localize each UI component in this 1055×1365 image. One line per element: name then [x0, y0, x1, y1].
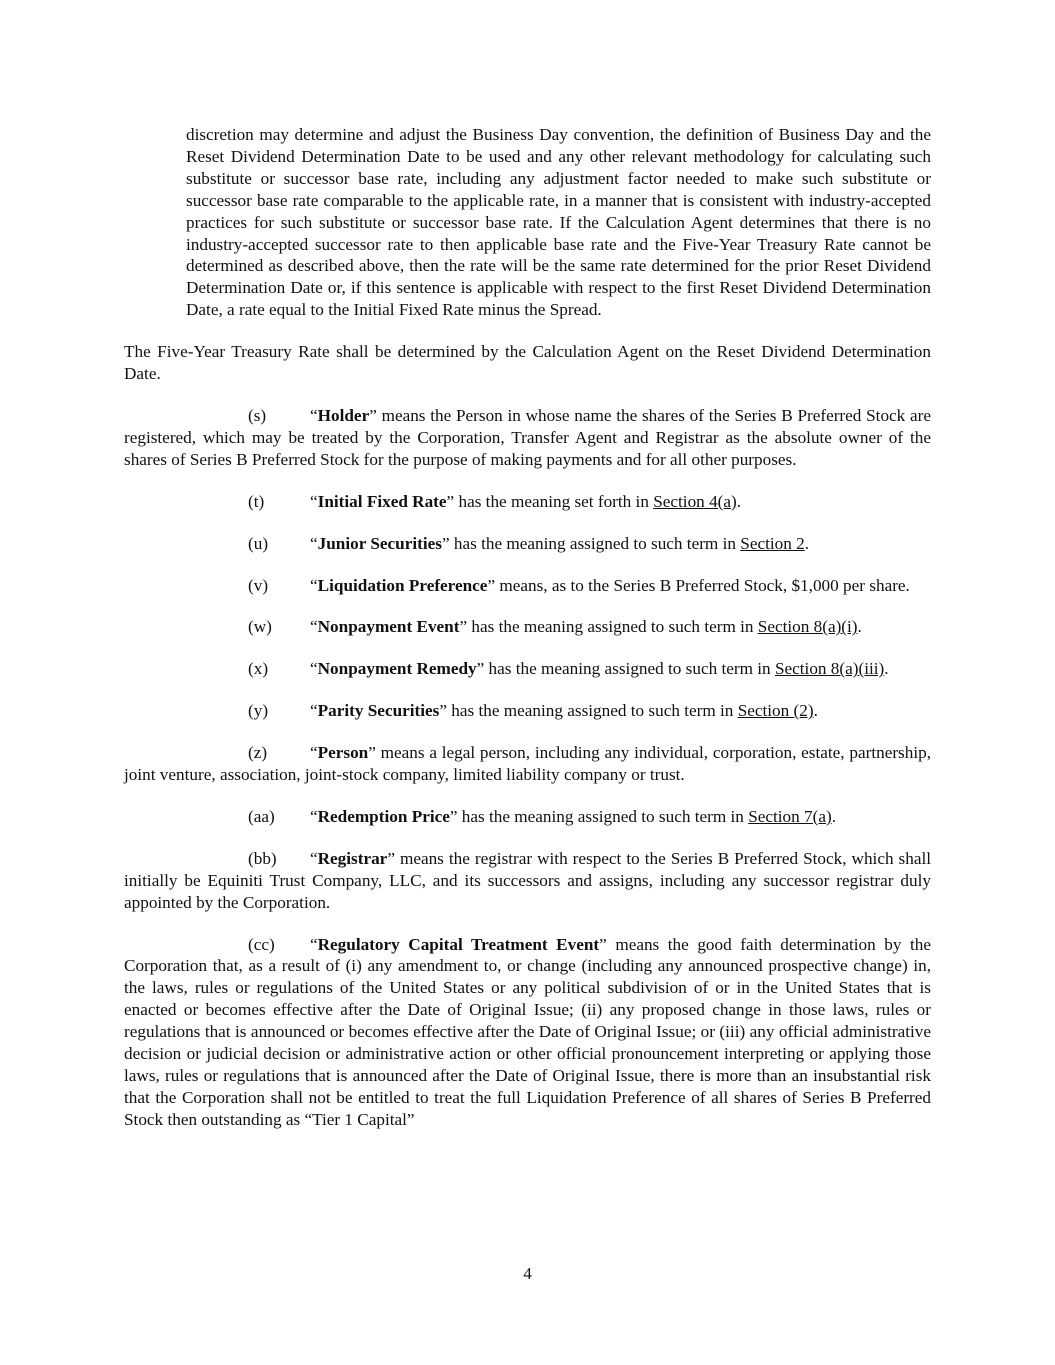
- definition-text: ” has the meaning assigned to such term in: [449, 806, 749, 826]
- definition-end: .: [736, 491, 742, 511]
- definition-liquidation-preference: [124, 575, 931, 597]
- defined-term: Regulatory Capital Treatment Event: [317, 934, 600, 954]
- definition-parity-securities: [124, 700, 931, 722]
- defined-term: Holder: [317, 405, 370, 425]
- open-quote: “: [310, 575, 318, 595]
- section-reference: Section 8(a)(iii): [774, 659, 885, 679]
- definition-end: .: [831, 806, 837, 826]
- definition-nonpayment-event: [124, 616, 931, 638]
- definition-label: (bb): [248, 848, 277, 868]
- definition-label: (cc): [248, 934, 275, 954]
- definition-registrar: [124, 848, 931, 914]
- definition-label: (w): [248, 617, 272, 637]
- definition-end: .: [884, 659, 889, 679]
- definition-label: (x): [248, 659, 269, 679]
- open-quote: “: [310, 491, 318, 511]
- defined-term: Junior Securities: [317, 533, 442, 553]
- definition-label: (s): [248, 405, 267, 425]
- open-quote: “: [310, 533, 318, 553]
- definition-end: .: [813, 701, 818, 721]
- defined-term: Registrar: [317, 848, 388, 868]
- definition-holder: [124, 405, 931, 471]
- defined-term: Initial Fixed Rate: [317, 491, 447, 511]
- defined-term: Parity Securities: [317, 701, 440, 721]
- definition-regulatory-capital-treatment-event: [124, 934, 931, 1131]
- page-number: 4: [523, 1264, 532, 1283]
- continuation-paragraph: discretion may determine and adjust the Business Day convention, the definition of Business Day and the Reset Dividend Determination Date to be used and any other relevant methodology for calculating such substitute or successor base rate, including any adjustment factor needed to make such substitute or successor base rate comparable to the applicable rate, in a manner that is consistent with industry-accepted practices for such substitute or successor base rate. If the Calculation Agent determines that there is no industry-accepted successor rate to then applicable base rate and the Five-Year Treasury Rate cannot be determined as described above, then the rate will be the same rate determined for the prior Reset Dividend Determination Date or, if this sentence is applicable with respect to the first Reset Dividend Determination Date, a rate equal to the Initial Fixed Rate minus the Spread.: [186, 125, 931, 320]
- document-page: [124, 124, 931, 1131]
- definition-text: ” has the meaning assigned to such term in: [476, 659, 775, 679]
- section-reference: Section 7(a): [748, 806, 832, 826]
- definition-label: (v): [248, 575, 269, 595]
- definition-label: (y): [248, 701, 269, 721]
- treasury-rate-paragraph: The Five-Year Treasury Rate shall be determined by the Calculation Agent on the Reset Dividend Determination Date.: [124, 342, 931, 384]
- section-reference: Section 2: [740, 533, 805, 553]
- open-quote: “: [310, 617, 318, 637]
- defined-term: Redemption Price: [317, 806, 450, 826]
- definition-end: .: [804, 533, 810, 553]
- open-quote: “: [310, 405, 318, 425]
- defined-term: Person: [317, 743, 369, 763]
- definition-label: (aa): [248, 806, 275, 826]
- open-quote: “: [310, 743, 318, 763]
- definition-text: ” means the registrar with respect to the Series B Preferred Stock, which shall initially be Equiniti Trust Company, LLC, and its successors and assigns, including any successor registrar duly appointed by the Corporation.: [124, 848, 931, 912]
- definition-initial-fixed-rate: [124, 491, 931, 513]
- definition-nonpayment-remedy: [124, 658, 931, 680]
- definition-redemption-price: [124, 806, 931, 828]
- defined-term: Liquidation Preference: [317, 575, 488, 595]
- open-quote: “: [310, 701, 318, 721]
- open-quote: “: [310, 659, 318, 679]
- definition-text: ” means, as to the Series B Preferred Stock, $1,000 per share.: [487, 575, 910, 595]
- definition-text: ” has the meaning assigned to such term in: [439, 701, 738, 721]
- definition-person: [124, 742, 931, 786]
- definition-text: ” has the meaning assigned to such term in: [441, 533, 741, 553]
- section-reference: Section 8(a)(i): [757, 617, 858, 637]
- open-quote: “: [310, 848, 318, 868]
- definition-text: ” has the meaning assigned to such term in: [459, 617, 758, 637]
- definition-label: (u): [248, 533, 269, 553]
- definition-end: .: [857, 617, 862, 637]
- definition-text: ” has the meaning set forth in: [446, 491, 654, 511]
- definition-text: ” means the Person in whose name the shares of the Series B Preferred Stock are registered, which may be treated by the Corporation, Transfer Agent and Registrar as the absolute owner of the shares of Series B Preferred Stock for the purpose of making payments and for all other purposes.: [124, 405, 931, 469]
- definition-label: (t): [248, 491, 265, 511]
- definition-text: ” means a legal person, including any individual, corporation, estate, partnership, joint venture, association, joint-stock company, limited liability company or trust.: [124, 743, 931, 785]
- section-reference: Section (2): [737, 701, 814, 721]
- defined-term: Nonpayment Event: [317, 617, 460, 637]
- section-reference: Section 4(a): [653, 491, 737, 511]
- open-quote: “: [310, 934, 318, 954]
- definition-text: ” means the good faith determination by the Corporation that, as a result of (i) any amendment to, or change (including any announced prospective change) in, the laws, rules or regulations of the United States or any political subdivision of or in the United States that is enacted or becomes effective after the Date of Original Issue; (ii) any proposed change in those laws, rules or regulations that is announced or becomes effective after the Date of Original Issue; or (iii) any official administrative decision or judicial decision or administrative action or other official pronouncement interpreting or applying those laws, rules or regulations that is announced after the Date of Original Issue, there is more than an insubstantial risk that the Corporation shall not be entitled to treat the full Liquidation Preference of all shares of Series B Preferred Stock then outstanding as “Tier 1 Capital”: [124, 934, 932, 1129]
- open-quote: “: [310, 806, 318, 826]
- definition-label: (z): [248, 743, 268, 763]
- defined-term: Nonpayment Remedy: [317, 659, 477, 679]
- definition-junior-securities: [124, 533, 931, 555]
